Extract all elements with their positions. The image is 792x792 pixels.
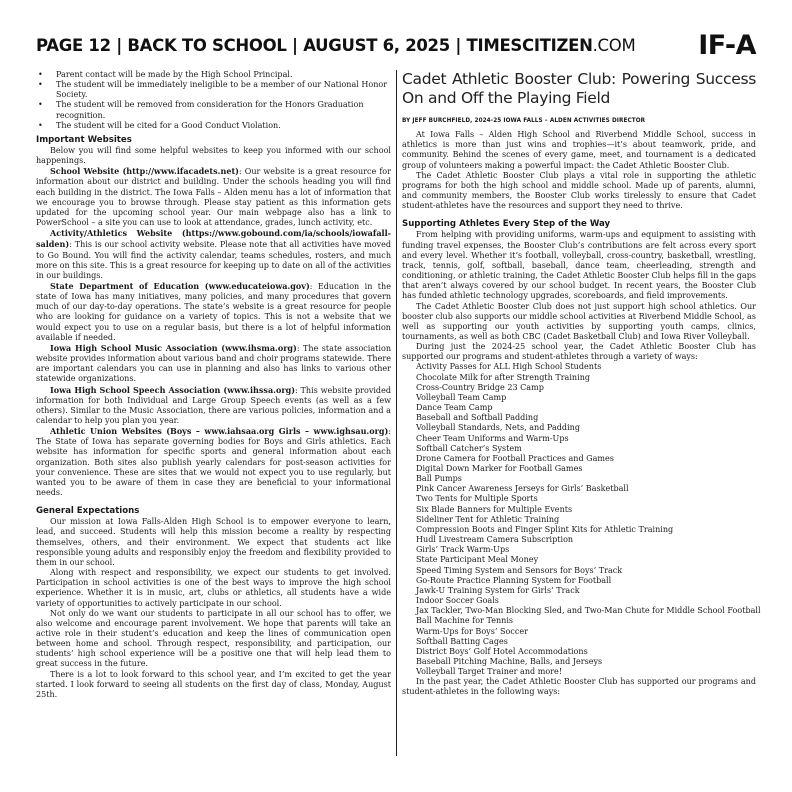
expectations-paragraph: Not only do we want our students to participate in all our school has to offer, we also welcome and encourage parent involvement. We hope that parents will take an active role in their student’s education and keep the lines of communication open between home and school. Through respect, responsibility, and participation, our students’ high school experience will be a positive one that will help lead them to great success in the future. (36, 608, 391, 669)
list-item: Sideliner Tent for Athletic Training (416, 514, 560, 524)
list-item: Activity Passes for ALL High School Students (416, 362, 602, 372)
list-item: Six Blade Banners for Multiple Events (416, 504, 573, 514)
list-item: Pink Cancer Awareness Jerseys for Girls’ Basketball (416, 484, 629, 494)
website-entry: School Website (http://www.ifacadets.net): Our website is a great resource for information about our district and building. Under the schools heading you will find each building in the district. The Iowa Falls – Alden menu has a lot of information that we encourage you to browse through. Please stay patient as this information gets updated for the upcoming school year. Our main webpage also has a link to PowerSchool – a site you can use to look at attendance, grades, lunch activity, etc. (36, 166, 391, 228)
website-entry: State Department of Education (www.educateiowa.gov): Education in the state of Iowa has many initiatives, many policies, and many procedures that govern much of our day-to-day operations. The state’s website is a great resource for people who are looking for guidance on a variety of topics. This is not a website that we would expect you to use on a regular basis, but there is a lot of helpful information available if needed. (36, 280, 391, 342)
list-item: Two Tents for Multiple Sports (416, 494, 538, 504)
websites-intro: Below you will find some helpful websites to keep you informed with our school happenings. (36, 145, 391, 166)
article-paragraph: The Cadet Athletic Booster Club plays a vital role in supporting the athletic programs for both the high school and middle school. Made up of parents, alumni, and community members, the Booster Club works tirelessly to ensure that Cadet student-athletes have the resources and support they need to thrive. (402, 170, 756, 211)
list-item: Cheer Team Uniforms and Warm-Ups (416, 433, 569, 443)
list-item: State Participant Meal Money (416, 555, 539, 565)
list-item: Jax Tackler, Two-Man Blocking Sled, and Two-Man Chute for Middle School Football (416, 606, 761, 616)
section-name: BACK TO SCHOOL (127, 36, 287, 55)
list-item: Ball Pumps (416, 474, 462, 484)
violation-list (36, 70, 391, 131)
website-entry: Iowa High School Speech Association (www.ihssa.org): This website provided information for both Individual and Large Group Speech events (as well as a few others). Similar to the Music Association, there are various policies, information and a calendar to help you plan you year. (36, 384, 391, 425)
article-paragraph: At Iowa Falls – Alden High School and Riverbend Middle School, success in athletics is more than just wins and trophies—it’s about teamwork, pride, and community. Behind the scenes of every game, meet, and tournament is a dedicated group of volunteers making a powerful impact: the Cadet Athletic Booster Club. (402, 130, 756, 170)
byline: BY JEFF BURCHFIELD, 2024-25 IOWA FALLS – ALDEN ACTIVITIES DIRECTOR (402, 118, 646, 124)
masthead (36, 30, 756, 68)
support-items (416, 362, 761, 677)
article-paragraph: During just the 2024-25 school year, the Cadet Athletic Booster Club has supported our programs and student-athletes through a variety of ways: (402, 342, 756, 362)
list-item: Ball Machine for Tennis (416, 616, 514, 626)
list-item: Compression Boots and Finger Splint Kits for Athletic Training (416, 524, 674, 534)
list-item: Chocolate Milk for after Strength Training (416, 372, 591, 382)
list-item: Volleyball Team Camp (416, 392, 507, 402)
list-item: • The student will be immediately ineligible to be a member of our National Honor Society. (38, 80, 388, 100)
article-paragraph: The Cadet Athletic Booster Club does not just support high school athletics. Our booster club also supports our middle school activities at Riverbend Middle School, as well as supporting our youth activities by supporting youth camps, clinics, tournaments, as well as both CBC (Cadet Basketball Club) and Iowa River Volleyball. (402, 301, 756, 341)
list-item: Go-Route Practice Planning System for Football (416, 575, 612, 585)
left-column (36, 70, 391, 700)
article-paragraph: From helping with providing uniforms, warm-ups and equipment to assisting with funding travel expenses, the Booster Club’s contributions are felt across every sport and every level. Whether it’s football, volleyball, cross-country, basketball, wrestling, track, tennis, golf, softball, baseball, dance team, cheerleading, strength and conditioning, or athletic training, the Cadet Athletic Booster Club helps fill in the gaps that aren’t always covered by our school budget. In recent years, the Booster Club has funded athletic technology upgrades, scoreboards, and field improvements. (402, 230, 756, 301)
right-column (402, 70, 761, 698)
website-entry: Activity/Athletics Website (https://www.gobound.com/ia/schools/iowafall-salden): This is our school activity website. Please note that all activities have moved to Go Bound. You will find the activity calendar, teams schedules, rosters, and much more on this site. This is a great resource for keeping up to date on all of the activities in our buildings. (36, 228, 391, 280)
article-title: Cadet Athletic Booster Club: Powering Success On and Off the Playing Field (402, 70, 756, 107)
list-item: Hudl Livestream Camera Subscription (416, 535, 574, 545)
list-item: Digital Down Marker for Football Games (416, 464, 583, 473)
list-item: Speed Timing System and Sensors for Boys’ Track (416, 565, 623, 575)
list-item: Jawk-U Training System for Girls’ Track (416, 585, 580, 595)
article-paragraph: In the past year, the Cadet Athletic Booster Club has supported our programs and student-athletes in the following ways: (402, 677, 756, 697)
list-item: • The student will be cited for a Good Conduct Violation. (38, 120, 281, 130)
list-item: Baseball Pitching Machine, Balls, and Jerseys (416, 656, 603, 666)
masthead-line: PAGE 12 | BACK TO SCHOOL | AUGUST 6, 2025 | TIMESCITIZEN.COM (36, 36, 636, 55)
list-item: Softball Catcher’s System (416, 443, 522, 453)
list-item: Dance Team Camp (416, 403, 493, 413)
expectations-paragraph: Our mission at Iowa Falls-Alden High School is to empower everyone to learn, lead, and succeed. Students will help this mission become a reality by respecting themselves, others, and their environment. We expect that students act like responsible young adults and responsibly enjoy the freedom and flexibility provided to them in our school. (36, 517, 391, 567)
support-heading: Supporting Athletes Every Step of the Way (402, 219, 611, 230)
column-divider (396, 70, 397, 756)
list-item: Volleyball Standards, Nets, and Padding (416, 423, 580, 433)
list-item: Baseball and Softball Padding (416, 413, 539, 423)
list-item: Cross-Country Bridge 23 Camp (416, 382, 544, 392)
list-item: Drone Camera for Football Practices and Games (416, 453, 614, 463)
list-item: Softball Batting Cages (416, 636, 508, 646)
list-item: Indoor Soccer Goals (416, 596, 499, 606)
site-domain: .COM (592, 36, 636, 55)
website-entry: Iowa High School Music Association (www.ihsma.org): The state association website provides information about various band and choir programs statewide. There are important calendars you can use in planning and also has links to various other statewide organizations. (36, 342, 392, 384)
list-item: Girls’ Track Warm-Ups (416, 545, 510, 555)
expectations-paragraph: Along with respect and responsibility, we expect our students to get involved. Participation in school activities is one of the best ways to improve the high school experience. Whether it is in music, art, clubs or athletics, all students have a wide variety of opportunities to actively participate in our school. (36, 568, 391, 608)
list-item: Volleyball Target Trainer and more! (416, 667, 563, 677)
expectations-paragraph: There is a lot to look forward to this school year, and I’m excited to get the year started. I look forward to seeing all students on the first day of class, Monday, August 25th. (36, 669, 391, 699)
site-name: TIMESCITIZEN (466, 36, 593, 55)
website-entry: Athletic Union Websites (Boys – www.iahsaa.org Girls – www.ighsau.org): The State of Iowa has separate governing bodies for Boys and Girls athletics. Each website has information for specific sports and general information about each organization. Both sites also publish yearly calendars for post-season activities for your convenience. These are sites that we would not expect you to use regularly, but wanted you to be aware of them in case they are beneficial to your informational needs. (36, 426, 391, 498)
issue-date: AUGUST 6, 2025 (303, 36, 450, 55)
websites-heading: Important Websites (36, 134, 132, 145)
section-badge: IF-A (698, 30, 756, 61)
list-item: Warm-Ups for Boys’ Soccer (416, 626, 528, 636)
expectations-heading: General Expectations (36, 506, 140, 517)
list-item: • The student will be removed from consideration for the Honors Graduation recognition. (38, 100, 364, 120)
page-number: PAGE 12 (36, 36, 111, 55)
list-item: District Boys’ Golf Hotel Accommodations (416, 646, 588, 656)
list-item: • Parent contact will be made by the High School Principal. (38, 70, 293, 79)
